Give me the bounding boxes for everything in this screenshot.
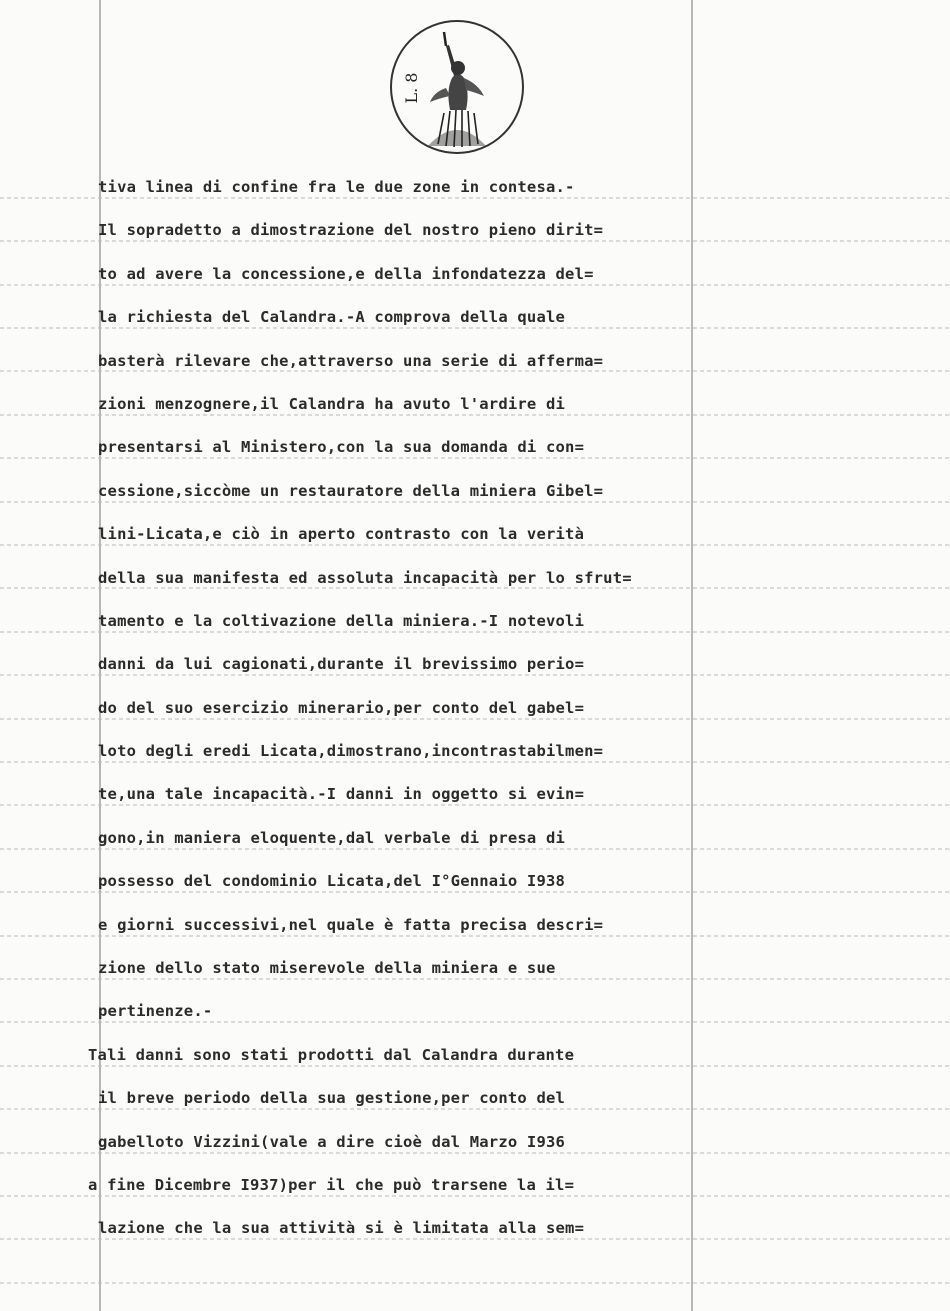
text-line: il breve periodo della sua gestione,per conto del [98,1089,566,1108]
text-line: zioni menzognere,il Calandra ha avuto l'ardire di [98,394,566,413]
text-line: della sua manifesta ed assoluta incapacità per lo sfrut= [98,568,632,587]
text-line: e giorni successivi,nel quale è fatta precisa descri= [98,915,604,934]
text-line: lazione che la sua attività si è limitata alla sem= [98,1219,585,1238]
text-line: gono,in maniera eloquente,dal verbale di presa di [98,828,566,847]
text-line: pertinenze.- [98,1002,213,1021]
text-line: te,una tale incapacità.-I danni in oggetto si evin= [98,785,585,804]
text-line: danni da lui cagionati,durante il brevissimo perio= [98,655,585,674]
text-line: basterà rilevare che,attraverso una serie di afferma= [98,351,604,370]
text-line: Il sopradetto a dimostrazione del nostro pieno dirit= [98,221,604,240]
text-line: presentarsi al Ministero,con la sua domanda di con= [98,438,585,457]
text-line: a fine Dicembre I937)per il che può trarsene la il= [88,1175,575,1194]
text-line: loto degli eredi Licata,dimostrano,incontrastabilmen= [98,742,604,761]
text-line: gabelloto Vizzini(vale a dire cioè dal Marzo I936 [98,1132,566,1151]
text-line: zione dello stato miserevole della miniera e sue [98,959,556,978]
typed-text-body [88,166,938,1251]
stamp-value-label: L. 8 [402,72,421,104]
text-line: tiva linea di confine fra le due zone in contesa.- [98,178,575,196]
text-line: tamento e la coltivazione della miniera.-I notevoli [98,611,585,630]
text-line: lini-Licata,e ciò in aperto contrasto con la verità [98,525,585,544]
text-line: Tali danni sono stati prodotti dal Calandra durante [88,1045,575,1064]
text-line: to ad avere la concessione,e della infondatezza del= [98,264,594,283]
text-line: do del suo esercizio minerario,per conto del gabel= [98,698,585,717]
text-line: possesso del condominio Licata,del I°Gennaio I938 [98,872,566,891]
text-line: la richiesta del Calandra.-A comprova della quale [98,308,566,327]
revenue-stamp [388,18,526,156]
text-line: cessione,siccòme un restauratore della miniera Gibel= [98,481,604,500]
